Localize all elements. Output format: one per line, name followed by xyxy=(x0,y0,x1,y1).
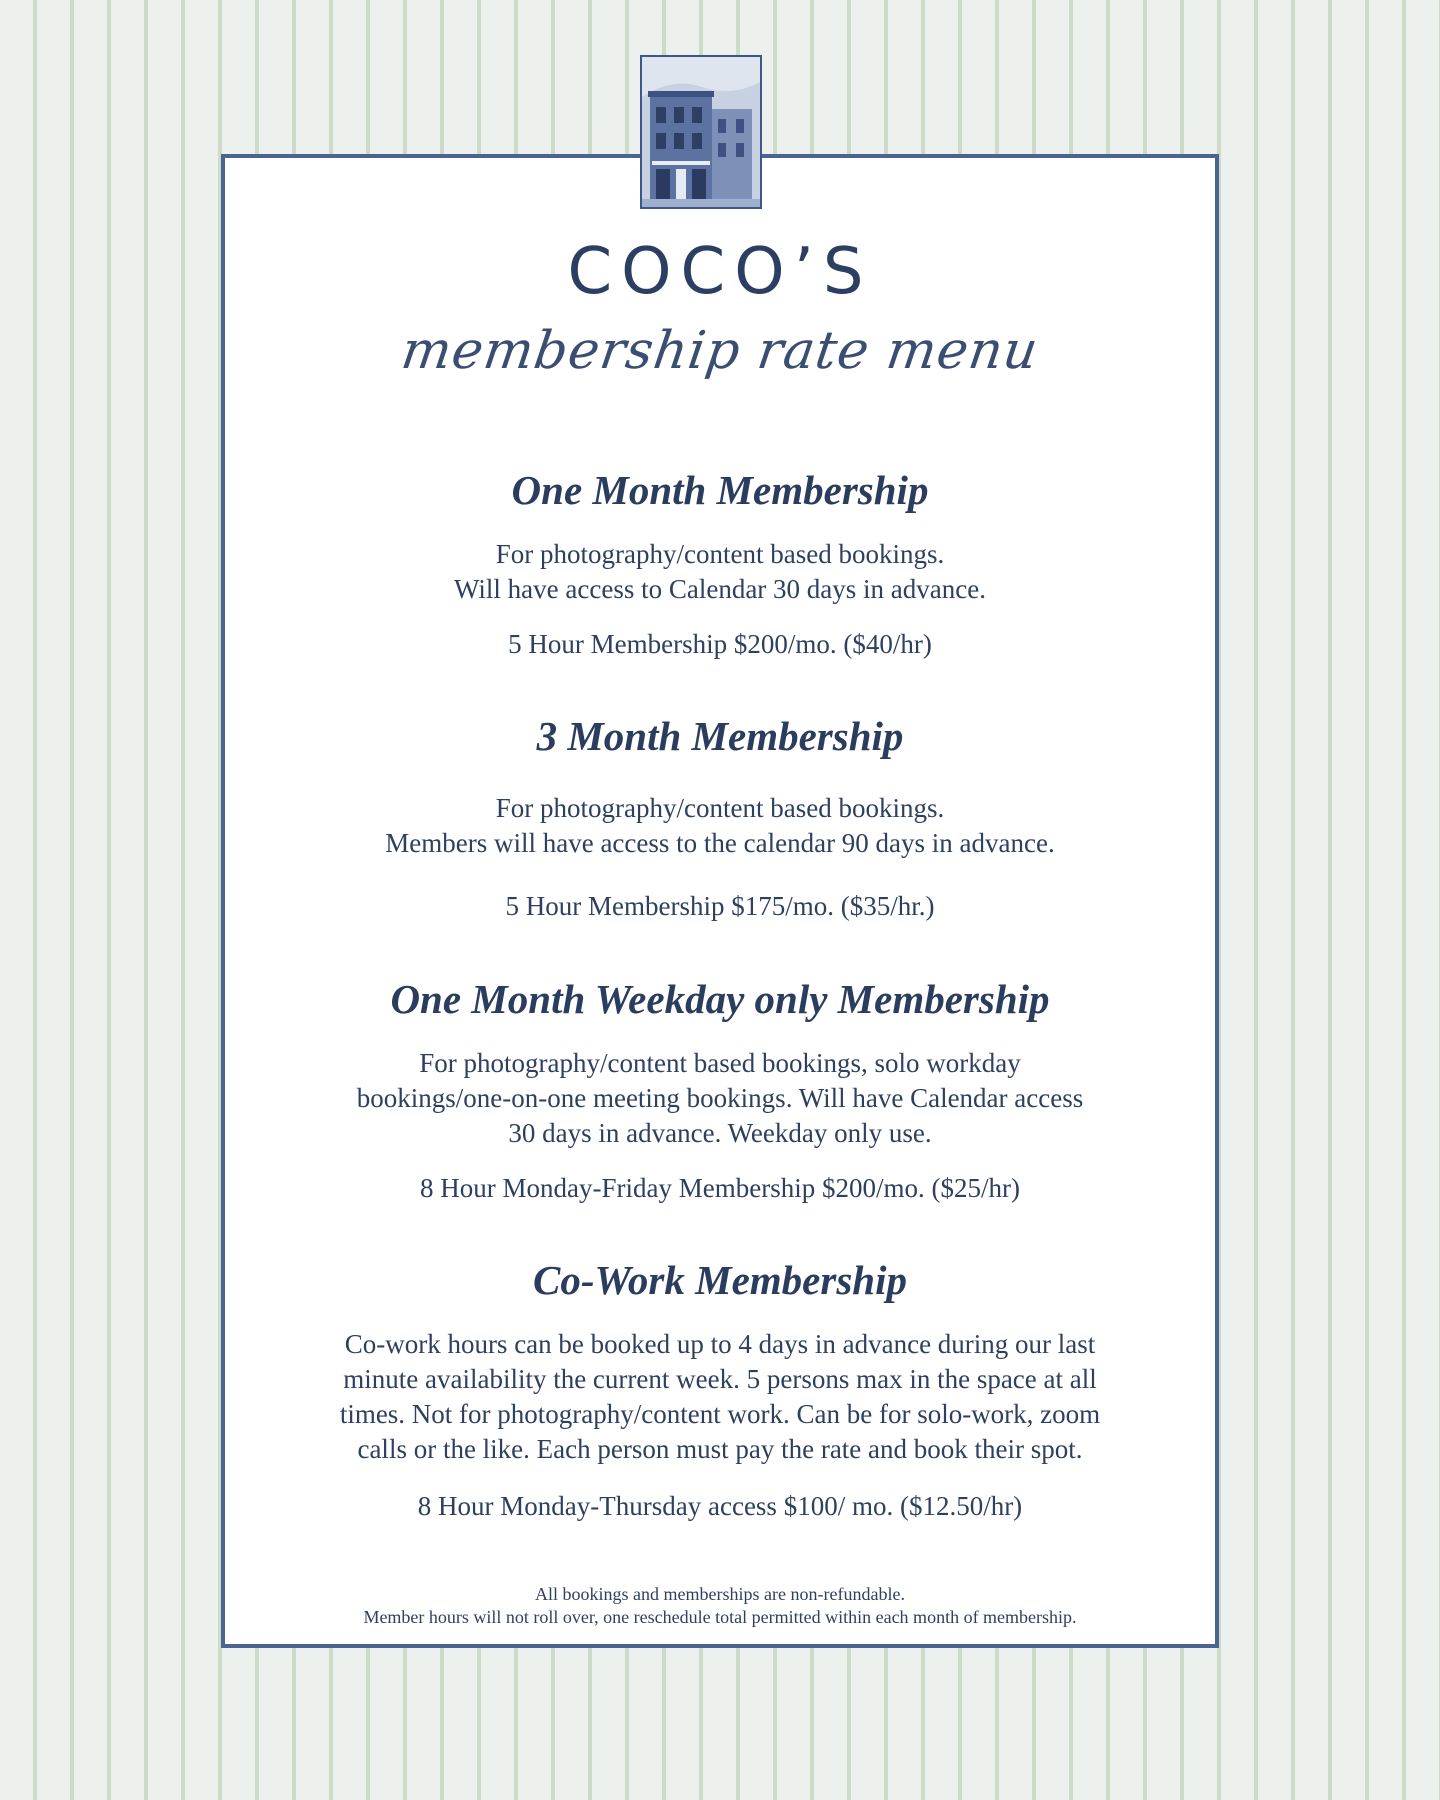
policy-line-refund: All bookings and memberships are non-refundable. xyxy=(535,1584,905,1604)
membership-cowork-price-row xyxy=(221,1493,1219,1520)
description-line: For photography/content based bookings. xyxy=(495,539,945,569)
membership-price: 8 Hour Monday-Thursday access $100/ mo. ($12.50/hr) xyxy=(417,1491,1023,1521)
membership-three-month-price-row xyxy=(221,893,1219,920)
policy-line-reschedule: Member hours will not roll over, one reschedule total permitted within each month of membership. xyxy=(363,1607,1077,1627)
membership-weekday-description xyxy=(221,1046,1219,1151)
membership-weekday xyxy=(221,976,1219,1022)
membership-heading: 3 Month Membership xyxy=(536,713,904,759)
membership-cowork xyxy=(221,1257,1219,1303)
membership-one-month-price-row xyxy=(221,631,1219,658)
description-line: For photography/content based bookings, solo workday xyxy=(419,1048,1021,1078)
description-line: Will have access to Calendar 30 days in advance. xyxy=(454,574,986,604)
description-line: bookings/one-on-one meeting bookings. Will have Calendar access xyxy=(356,1083,1084,1113)
description-line: minute availability the current week. 5 persons max in the space at all xyxy=(343,1364,1097,1394)
membership-cowork-description xyxy=(221,1327,1219,1467)
membership-heading: One Month Weekday only Membership xyxy=(390,976,1050,1022)
building-photo xyxy=(640,55,762,209)
description-line: Co-work hours can be booked up to 4 days in advance during our last xyxy=(344,1329,1096,1359)
description-line: For photography/content based bookings. xyxy=(495,793,945,823)
membership-heading: Co-Work Membership xyxy=(533,1257,907,1303)
membership-price: 5 Hour Membership $200/mo. ($40/hr) xyxy=(508,629,932,659)
description-line: 30 days in advance. Weekday only use. xyxy=(508,1118,932,1148)
membership-one-month xyxy=(221,467,1219,513)
description-line: times. Not for photography/content work. Can be for solo-work, zoom xyxy=(339,1399,1101,1429)
description-line: calls or the like. Each person must pay the rate and book their spot. xyxy=(357,1434,1083,1464)
description-line: Members will have access to the calendar 90 days in advance. xyxy=(385,828,1055,858)
policy-footer xyxy=(221,1583,1219,1629)
membership-three-month xyxy=(221,713,1219,759)
membership-weekday-price-row xyxy=(221,1175,1219,1202)
membership-one-month-description xyxy=(221,537,1219,607)
menu-subtitle: membership rate menu xyxy=(397,321,1043,381)
membership-heading: One Month Membership xyxy=(511,467,929,513)
membership-price: 8 Hour Monday-Friday Membership $200/mo. ($25/hr) xyxy=(420,1173,1020,1203)
brand-title: COCO’S xyxy=(567,235,873,309)
membership-price: 5 Hour Membership $175/mo. ($35/hr.) xyxy=(505,891,935,921)
membership-three-month-description xyxy=(221,791,1219,861)
